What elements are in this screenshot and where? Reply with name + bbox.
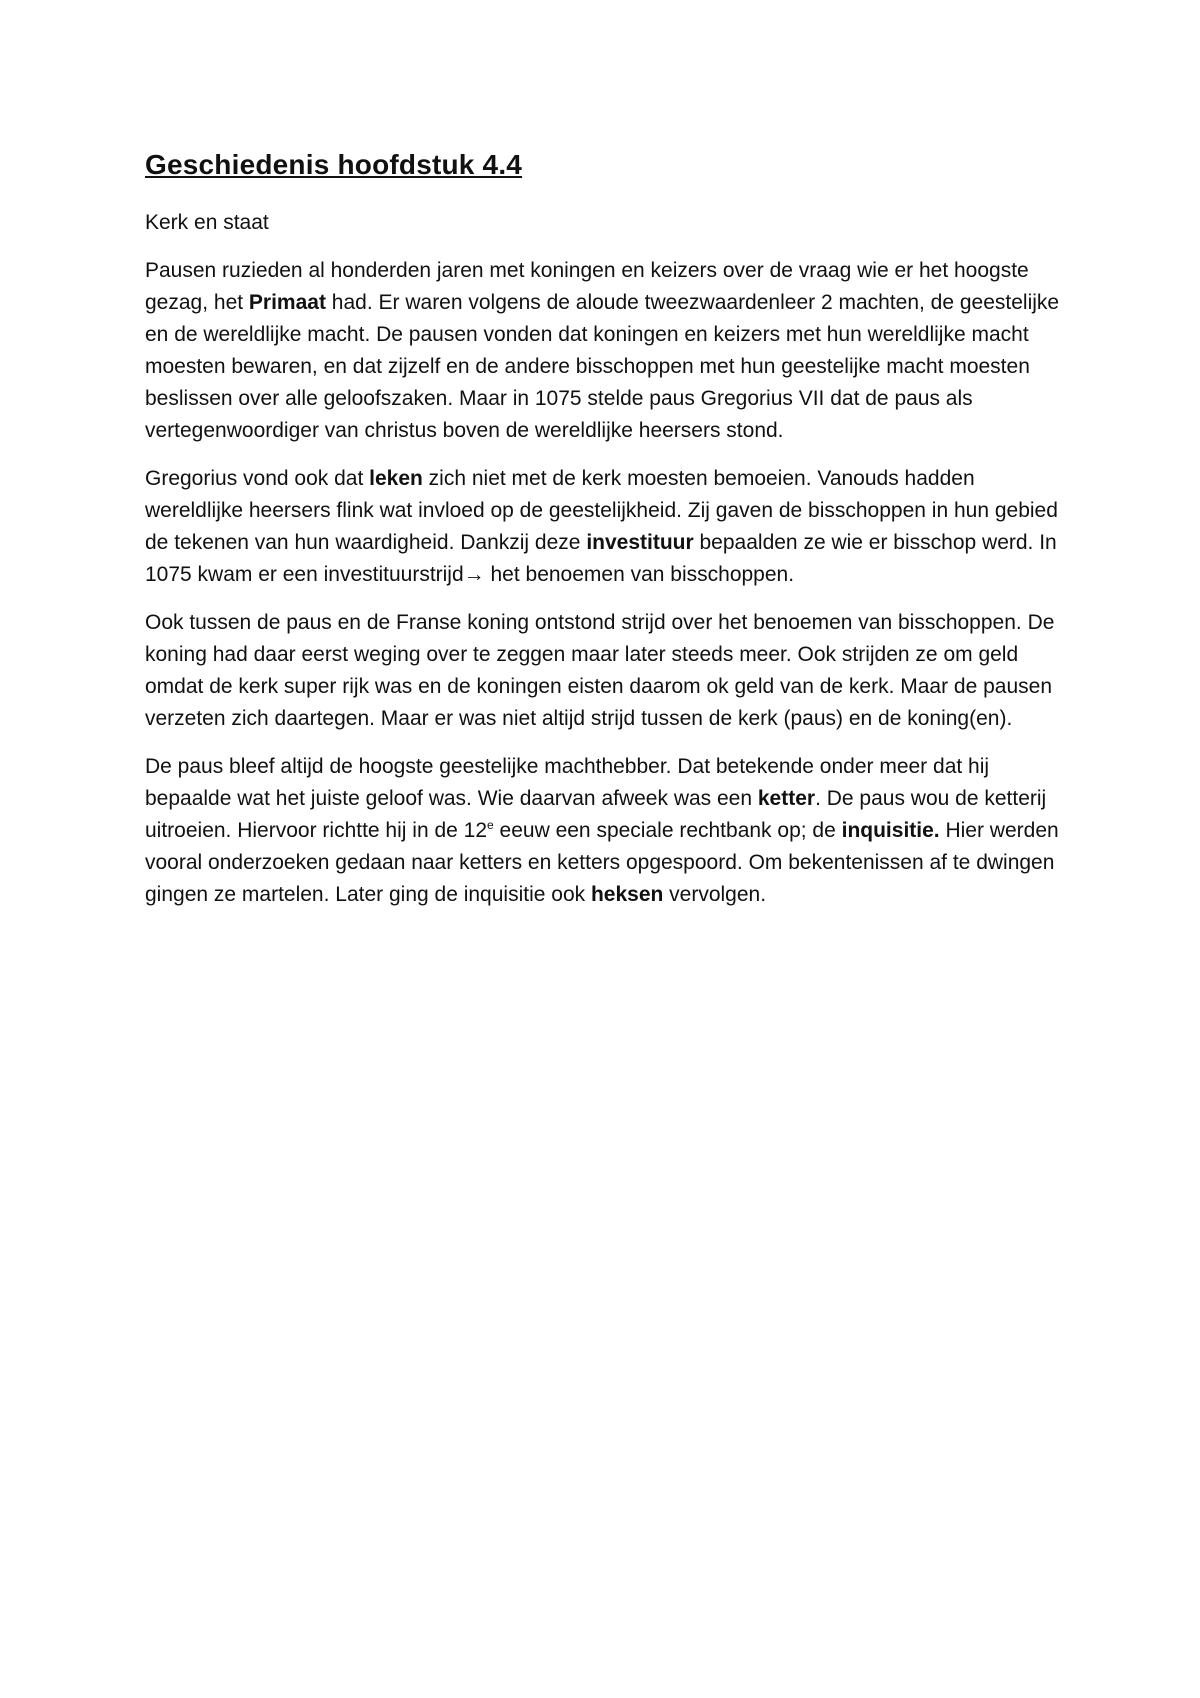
body-paragraph [145, 255, 1065, 447]
text-run: . De paus wou de ketterij uitroeien. Hiervoor richtte hij in de 12 [145, 787, 1047, 842]
text-run: had. Er waren volgens de aloude tweezwaardenleer 2 machten, de geestelijke en de wereldlijke macht. De pausen vonden dat koningen en keizers met hun wereldlijke macht moesten bewaren, en dat zijzelf en de andere bisschoppen met hun geestelijke macht moesten beslissen over alle geloofszaken. Maar in 1075 stelde paus Gregorius VII dat de paus als vertegenwoordiger van christus boven de wereldlijke heersers stond. [145, 291, 1060, 442]
bold-term: investituur [586, 531, 694, 554]
bold-term: ketter [757, 787, 816, 810]
body-paragraph [145, 607, 1065, 735]
bold-term: inquisitie. [841, 819, 940, 842]
bold-term: Primaat [248, 291, 326, 314]
text-run: Ook tussen de paus en de Franse koning ontstond strijd over het benoemen van bisschoppen. De koning had daar eerst weging over te zeggen maar later steeds meer. Ook strijden ze om geld omdat de kerk super rijk was en de koningen eisten daarom ok geld van de kerk. Maar de pausen verzeten zich daartegen. Maar er was niet altijd strijd tussen de kerk (paus) en de koning(en). [145, 611, 1055, 730]
section-subtitle: Kerk en staat [145, 211, 269, 234]
text-run: het benoemen van bisschoppen. [484, 563, 795, 586]
superscript: e [487, 818, 494, 832]
document-content [145, 145, 1065, 927]
document-title: Geschiedenis hoofdstuk 4.4 [145, 149, 523, 180]
text-run: zich niet met de kerk moesten bemoeien. Vanouds hadden wereldlijke heersers flink wat invloed op de geestelijkheid. Zij gaven de bisschoppen in hun gebied de tekenen van hun waardigheid. Dankzij deze [145, 467, 1058, 554]
text-run: eeuw een speciale rechtbank op; de [493, 819, 842, 842]
text-run: bepaalden ze wie er bisschop werd. In 1075 kwam er een investituurstrijd [145, 531, 1057, 586]
text-run: Hier werden vooral onderzoeken gedaan naar ketters en ketters opgespoord. Om bekentenissen af te dwingen gingen ze martelen. Later ging de inquisitie ook [145, 819, 1059, 906]
paragraphs-container [145, 255, 1065, 911]
text-run: vervolgen. [663, 883, 767, 906]
bold-term: leken [369, 467, 423, 490]
text-run: Gregorius vond ook dat [145, 467, 370, 490]
body-paragraph [145, 463, 1065, 591]
body-paragraph [145, 751, 1065, 911]
text-run: De paus bleef altijd de hoogste geestelijke machthebber. Dat betekende onder meer dat hij bepaalde wat het juiste geloof was. Wie daarvan afweek was een [145, 755, 990, 810]
text-run: Pausen ruzieden al honderden jaren met koningen en keizers over de vraag wie er het hoogste gezag, het [145, 259, 1029, 314]
bold-term: heksen [590, 883, 664, 906]
bold-term: → [463, 563, 485, 586]
